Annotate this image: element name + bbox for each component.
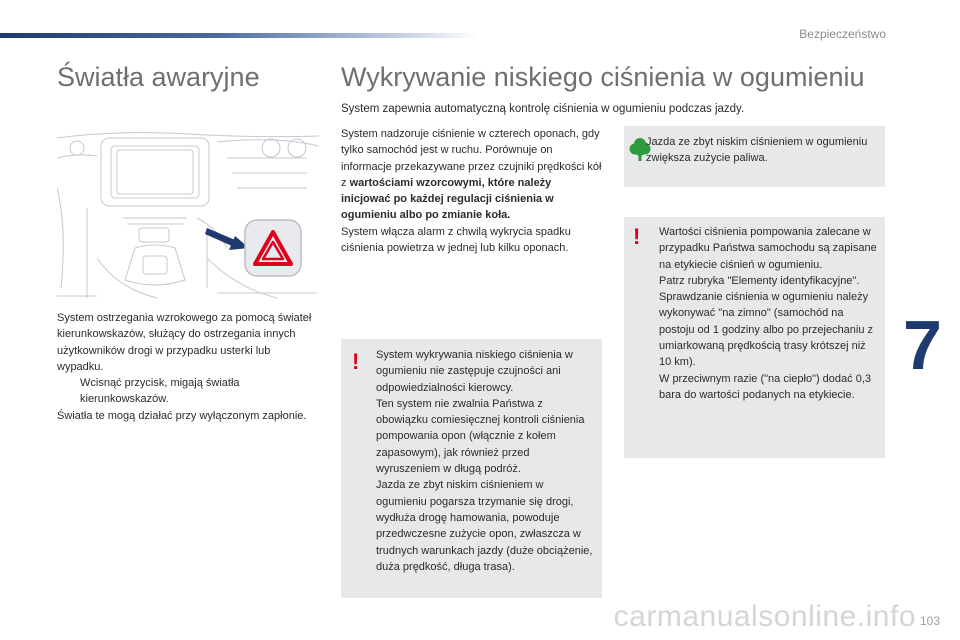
hazard-lights-text [57,310,317,424]
tyre-pressure-intro: System zapewnia automatyczną kontrolę ciśnienia w ogumieniu podczas jazdy. [341,103,745,115]
hazard-lights-note: Światła te mogą działać przy wyłączonym zapłonie. [57,409,307,422]
tyre-pressure-text-bold: wartościami wzorcowymi, które należy inicjować po każdej regulacji ciśnienia w ogumieniu albo po zmianie koła. [341,176,554,222]
eco-info-text: Jazda ze zbyt niskim ciśnieniem w ogumieniu zwiększa zużycie paliwa. [646,136,868,165]
bullet-mark [57,375,80,408]
warning-system-p2: Ten system nie zwalnia Państwa z obowiązku comiesięcznej kontroli ciśnienia pompowania opon (włącznie z kołem zapasowym), jak również przed wyruszeniem w długą podróż. [376,397,585,476]
page-number: 103 [919,614,940,628]
tyre-pressure-title: Wykrywanie niskiego ciśnienia w ogumieniu [341,62,865,92]
warning-system-p3: Jazda ze zbyt niskim ciśnieniem w ogumieniu pogarsza trzymanie się drogi, wydłuża drogę hamowania, powoduje przedwczesne zużycie opon, zwłaszcza w trudnych warunkach jazdy (duże obciążenie, duża prędkość, długa trasa). [376,479,593,573]
hazard-lights-description: System ostrzegania wzrokowego za pomocą świateł kierunkowskazów, służący do ostrzegania innych użytkowników drogi w przypadku usterki lub wypadku. [57,312,312,373]
warning-pressure-p3: Sprawdzanie ciśnienia w ogumieniu należy wykonywać "na zimno" (samochód na postoju od 1 godziny albo po przejechaniu z umiarkowaną prędkością trasy krótszej niż 10 km). [659,291,874,369]
eco-info-box [624,126,885,187]
tyre-pressure-text [341,126,603,256]
hazard-lights-step-text: Wcisnąć przycisk, migają światła kierunkowskazów. [80,377,240,406]
exclamation-icon: ! [633,224,641,249]
chapter-number: 7 [903,306,942,384]
tyre-pressure-paragraph [341,126,603,224]
tyre-pressure-alarm: System włącza alarm z chwilą wykrycia spadku ciśnienia powietrza w jednej lub kilku oponach. [341,225,571,255]
exclamation-icon: ! [352,349,360,374]
warning-pressure-p2: Patrz rubryka "Elementy identyfikacyjne". [659,274,860,287]
warning-pressure-p1: Wartości ciśnienia pompowania zalecane w przypadku Państwa samochodu są zapisane na etykiecie ciśnień w ogumieniu. [659,226,877,271]
warning-system-p1: System wykrywania niskiego ciśnienia w ogumieniu nie zastępuje czujności ani odpowiedzialności kierowcy. [376,349,573,394]
hazard-lights-step [57,375,317,408]
hazard-lights-title: Światła awaryjne [57,62,260,92]
warning-box-pressure [624,217,885,458]
tyre-pressure-text-start: System nadzoruje ciśnienie w czterech oponach, gdy tylko samochód jest w ruchu. Porównuje on informacje przekazywane przez czujniki prędkości kół z [341,128,602,189]
section-name: Bezpieczeństwo [799,27,886,41]
header-bar [0,33,480,38]
warning-pressure-p4: W przeciwnym razie ("na ciepło") dodać 0,3 bara do wartości podanych na etykiecie. [659,372,872,401]
watermark: carmanualsonline.info [613,600,916,633]
hazard-button-illustration [57,128,319,303]
warning-box-system [341,339,602,598]
